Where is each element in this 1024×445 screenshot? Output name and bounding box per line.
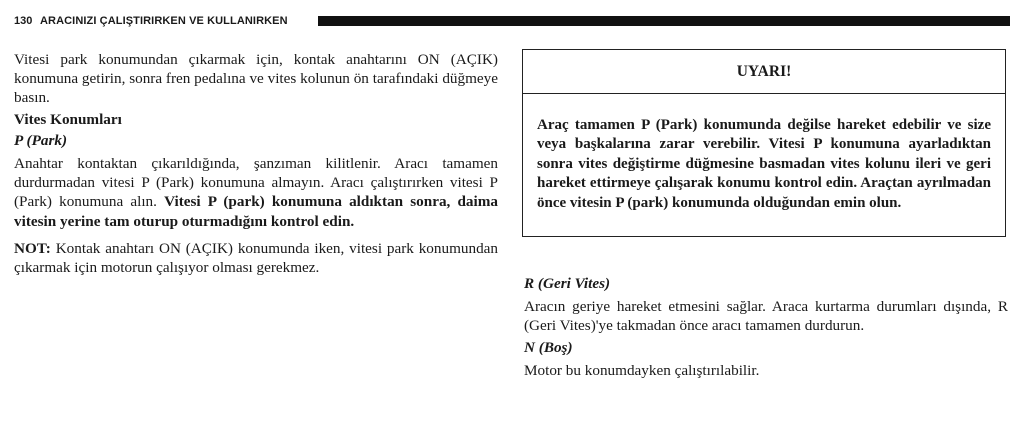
- park-bold-text: Vitesi P (park) konumuna aldıktan sonra, daima vitesin yerine tam oturup oturmadığını kontrol edin.: [14, 193, 498, 230]
- neutral-heading: N (Boş): [524, 338, 573, 356]
- note-label: NOT:: [14, 239, 51, 257]
- reverse-paragraph: Aracın geriye hareket etmesini sağlar. Araca kurtarma durumları dışında, R (Geri Vites)'ye takmadan önce aracı tamamen durdurun.: [524, 298, 1008, 335]
- warning-box: [522, 49, 1006, 237]
- warning-divider: [523, 93, 1005, 94]
- warning-text: Araç tamamen P (Park) konumunda değilse hareket edebilir ve size veya başkalarına zarar verebilir. Vitesi P konumuna ayarladıktan sonra vites değiştirme düğmesine basmadan vites kolunu ileri ve geri hareket ettirmeye çalışarak konumu kontrol edin. Araçtan ayrılmadan önce vitesin P (park) konumunda olduğundan emin olun.: [537, 117, 991, 211]
- park-paragraph: [14, 154, 498, 231]
- left-column: [14, 50, 498, 277]
- reverse-heading: R (Geri Vites): [524, 275, 611, 292]
- park-text: Anahtar kontaktan çıkarıldığında, şanzıman kilitlenir. Aracı tamamen durdurmadan vitesi P (Park) konumuna almayın. Aracı çalıştırırken vitesi P (Park) konumuna alın.: [14, 155, 498, 211]
- section-title: ARACINIZI ÇALIŞTIRIRKEN VE KULLANIRKEN: [40, 15, 288, 27]
- park-heading: P (Park): [14, 131, 68, 149]
- note-text: Kontak anahtarı ON (AÇIK) konumunda iken, vitesi park konumundan çıkarmak için motorun çalışıyor olması gerekmez.: [14, 239, 499, 277]
- intro-paragraph: Vitesi park konumundan çıkarmak için, kontak anahtarını ON (AÇIK) konumuna getirin, sonra fren pedalına ve vites kolunun ön tarafındaki düğmeye basın.: [14, 51, 498, 107]
- neutral-paragraph: Motor bu konumdayken çalıştırılabilir.: [524, 361, 760, 379]
- warning-title: UYARI!: [736, 63, 792, 80]
- page-header: [14, 14, 1010, 28]
- header-rule-bar: [318, 16, 1010, 26]
- page-number: 130: [14, 15, 33, 27]
- right-column: [524, 274, 1008, 380]
- note-paragraph: [14, 239, 498, 277]
- vites-konumlari-heading: Vites Konumları: [14, 110, 122, 128]
